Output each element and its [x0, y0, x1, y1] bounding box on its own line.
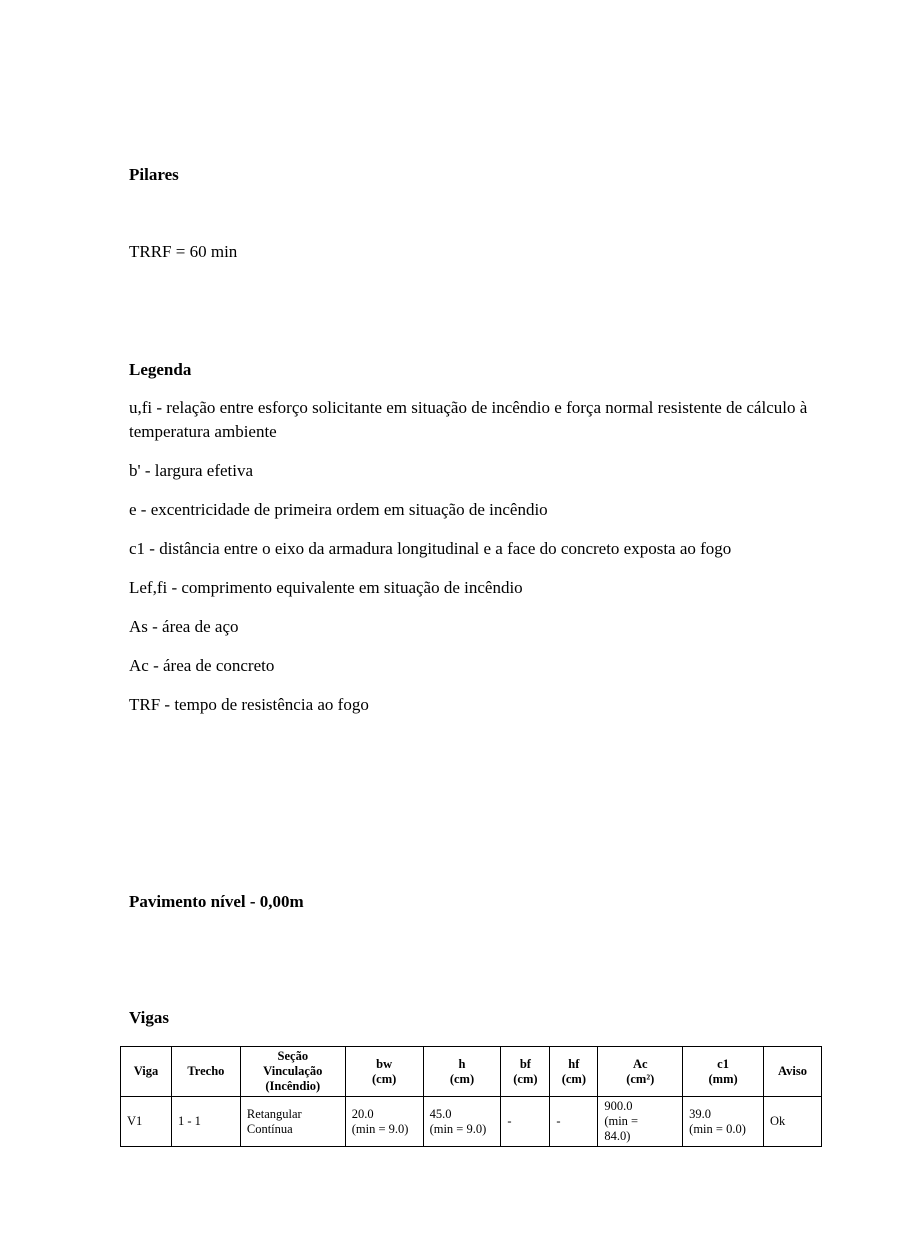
- vigas-heading: Vigas: [129, 1008, 169, 1027]
- trrf-text: TRRF = 60 min: [129, 242, 238, 261]
- legend-item-largura-efetiva: b' - largura efetiva: [129, 461, 254, 480]
- column-header-aviso: Aviso: [764, 1047, 822, 1097]
- legend-item-as: As - área de aço: [129, 617, 239, 636]
- cell-c1: 39.0 (min = 0.0): [683, 1097, 764, 1147]
- legend-item-ufi: u,fi - relação entre esforço solicitante em situação de incêndio e força normal resistente de cálculo à temperatura ambiente: [129, 398, 808, 441]
- column-header-secao: Seção Vinculação (Incêndio): [240, 1047, 345, 1097]
- cell-trecho: 1 - 1: [171, 1097, 240, 1147]
- cell-aviso: Ok: [764, 1097, 822, 1147]
- cell-ac: 900.0 (min = 84.0): [598, 1097, 683, 1147]
- cell-secao: Retangular Contínua: [240, 1097, 345, 1147]
- legend-item-trf: TRF - tempo de resistência ao fogo: [129, 695, 369, 714]
- column-header-viga: Viga: [121, 1047, 172, 1097]
- legenda-heading: Legenda: [129, 360, 192, 379]
- legend-item-ac: Ac - área de concreto: [129, 656, 275, 675]
- table-body: [121, 1097, 822, 1147]
- table-row: [121, 1097, 822, 1147]
- cell-bf: -: [501, 1097, 550, 1147]
- legend-item-excentricidade: e - excentricidade de primeira ordem em situação de incêndio: [129, 500, 548, 519]
- vigas-table: [120, 1046, 822, 1147]
- table-header-row: [121, 1047, 822, 1097]
- legend-item-c1: c1 - distância entre o eixo da armadura longitudinal e a face do concreto exposta ao fogo: [129, 539, 732, 558]
- column-header-bw: bw (cm): [345, 1047, 423, 1097]
- column-header-ac: Ac (cm²): [598, 1047, 683, 1097]
- cell-viga: V1: [121, 1097, 172, 1147]
- pilares-heading: Pilares: [129, 165, 179, 184]
- column-header-h: h (cm): [423, 1047, 501, 1097]
- pavimento-heading: Pavimento nível - 0,00m: [129, 892, 304, 911]
- legend-item-lef: Lef,fi - comprimento equivalente em situação de incêndio: [129, 578, 523, 597]
- cell-hf: -: [550, 1097, 598, 1147]
- cell-bw: 20.0 (min = 9.0): [345, 1097, 423, 1147]
- column-header-trecho: Trecho: [171, 1047, 240, 1097]
- cell-h: 45.0 (min = 9.0): [423, 1097, 501, 1147]
- column-header-hf: hf (cm): [550, 1047, 598, 1097]
- column-header-c1: c1 (mm): [683, 1047, 764, 1097]
- column-header-bf: bf (cm): [501, 1047, 550, 1097]
